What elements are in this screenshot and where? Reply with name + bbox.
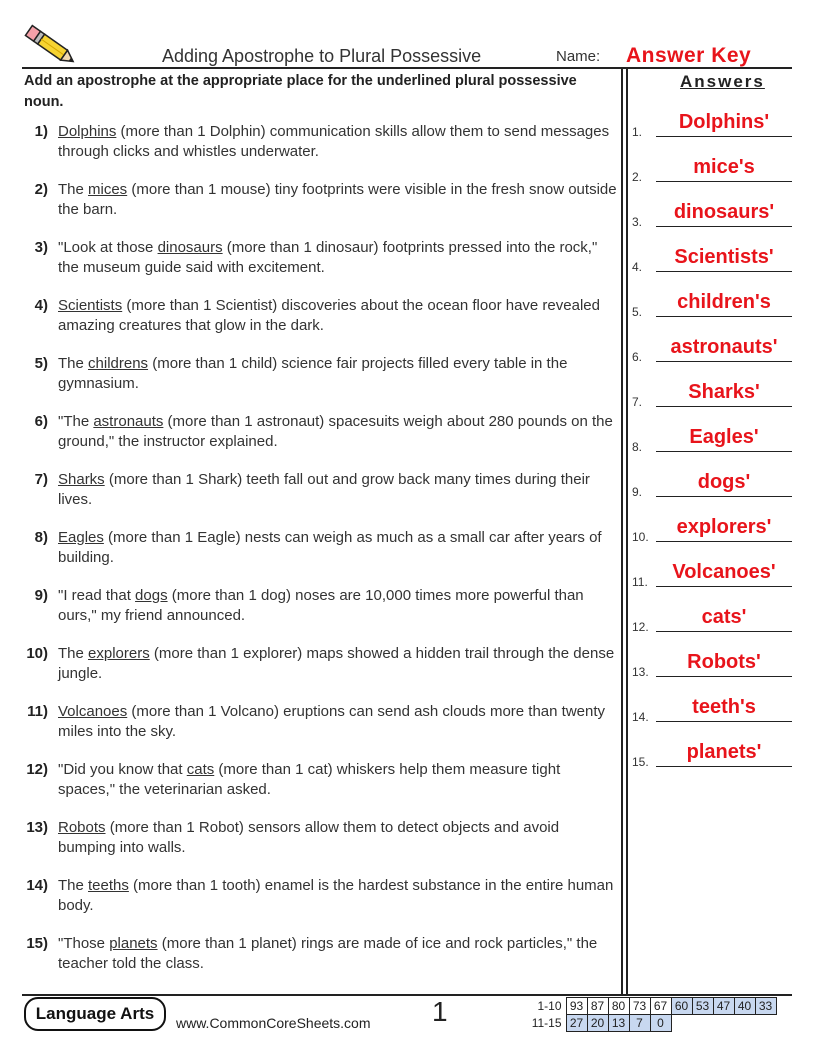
question-item (24, 354, 620, 393)
column-divider (626, 69, 628, 994)
question-text: (more than 1 explorer) maps showed a hidden trail through the dense jungle. (58, 645, 615, 682)
question-number: 5) (34, 355, 48, 372)
question-text: (more than 1 Robot) sensors allow them to detect objects and avoid bumping into walls. (58, 819, 560, 856)
answer-line (656, 316, 792, 317)
page-number: 1 (432, 996, 448, 1027)
question-text: (more than 1 Dolphin) communication skills allow them to send messages through clicks and whistles underwater. (58, 123, 610, 160)
answer-number: 9. (632, 485, 643, 499)
question-number: 6) (34, 413, 48, 430)
score-cell: 33 (755, 998, 776, 1015)
question-text: (more than 1 dog) noses are 10,000 times more powerful than ours," my friend announced. (58, 587, 584, 624)
answer-text: children's (677, 291, 771, 313)
answer-line (656, 136, 792, 137)
score-row-label: 1-10 (537, 999, 562, 1013)
pencil-icon (22, 24, 80, 68)
subject-badge: Language Arts (24, 997, 166, 1031)
answer-line (656, 766, 792, 767)
underlined-noun: astronauts (93, 413, 164, 430)
underlined-noun: planets (109, 935, 158, 952)
answer-item (632, 154, 796, 184)
question-text: "Did you know that (58, 761, 187, 778)
answer-number: 14. (632, 710, 649, 724)
score-cell: 60 (671, 998, 692, 1015)
answer-item (632, 514, 796, 544)
answer-text: dogs' (697, 471, 751, 493)
question-item (24, 470, 620, 509)
answer-item (632, 559, 796, 589)
header-divider (22, 67, 792, 69)
answer-item (632, 334, 796, 364)
score-cell: 27 (566, 1015, 587, 1032)
answer-text: dinosaurs' (673, 201, 775, 223)
answer-number: 13. (632, 665, 649, 679)
answer-line (656, 271, 792, 272)
question-item (24, 760, 620, 799)
worksheet-title: Adding Apostrophe to Plural Possessive (162, 46, 482, 66)
score-cell: 40 (734, 998, 755, 1015)
question-number: 7) (34, 471, 48, 488)
question-text: (more than 1 Volcano) eruptions can send ash clouds more than twenty miles into the sky. (58, 703, 606, 740)
answer-item (632, 649, 796, 679)
answer-text: cats' (701, 606, 747, 628)
question-text: (more than 1 Scientist) discoveries about the ocean floor have revealed amazing creatures that glow in the dark. (58, 297, 600, 334)
question-number: 12) (26, 761, 48, 778)
underlined-noun: childrens (88, 355, 149, 372)
score-cell: 47 (713, 998, 734, 1015)
answer-item (632, 289, 796, 319)
underlined-noun: teeths (88, 877, 129, 894)
question-text: "Look at those (58, 239, 158, 256)
question-number: 13) (26, 819, 48, 836)
answer-text: explorers' (676, 516, 772, 538)
underlined-noun: cats (186, 761, 215, 778)
score-row-label: 11-15 (531, 1016, 562, 1030)
question-item (24, 586, 620, 625)
question-text: (more than 1 mouse) tiny footprints were visible in the fresh snow outside the barn. (58, 181, 617, 218)
answer-number: 2. (632, 170, 643, 184)
question-text: The (58, 645, 89, 662)
question-number: 9) (34, 587, 48, 604)
answer-line (656, 361, 792, 362)
answer-line (656, 451, 792, 452)
underlined-noun: dinosaurs (157, 239, 223, 256)
question-item (24, 934, 620, 973)
answer-item (632, 199, 796, 229)
website-link[interactable]: www.CommonCoreSheets.com (176, 1015, 371, 1031)
answer-line (656, 676, 792, 677)
answer-line (656, 406, 792, 407)
answer-line (656, 721, 792, 722)
answer-text: planets' (686, 741, 762, 763)
answer-number: 10. (632, 530, 649, 544)
score-cell: 20 (587, 1015, 608, 1032)
question-number: 2) (34, 181, 48, 198)
answer-key-label: Answer Key (626, 44, 752, 67)
underlined-noun: explorers (88, 645, 150, 662)
question-item (24, 180, 620, 219)
answer-text: Volcanoes' (672, 561, 776, 583)
answer-number: 15. (632, 755, 649, 769)
question-item (24, 296, 620, 335)
answer-text: Dolphins' (678, 111, 770, 133)
score-cell: 93 (566, 998, 587, 1015)
question-number: 15) (26, 935, 48, 952)
question-item (24, 528, 620, 567)
score-cell: 87 (587, 998, 608, 1015)
answer-line (656, 631, 792, 632)
question-number: 14) (26, 877, 48, 894)
score-row (526, 1015, 776, 1032)
answer-text: Robots' (687, 651, 761, 673)
score-cell: 7 (629, 1015, 650, 1032)
answer-number: 1. (632, 125, 643, 139)
answer-item (632, 244, 796, 274)
answer-line (656, 226, 792, 227)
question-number: 4) (34, 297, 48, 314)
answer-item (632, 424, 796, 454)
answer-line (656, 541, 792, 542)
score-table (526, 997, 777, 1032)
question-text: (more than 1 Shark) teeth fall out and grow back many times during their lives. (58, 471, 590, 508)
answer-item (632, 604, 796, 634)
answer-text: Eagles' (689, 426, 759, 448)
question-text: The (58, 181, 89, 198)
score-cell: 80 (608, 998, 629, 1015)
question-item (24, 702, 620, 741)
question-number: 8) (34, 529, 48, 546)
name-label: Name: (556, 48, 601, 65)
question-text: (more than 1 dinosaur) footprints pressed into the rock," the museum guide said with excitement. (58, 239, 598, 276)
footer-divider (22, 994, 792, 996)
column-divider (621, 69, 623, 994)
instructions: Add an apostrophe at the appropriate place for the underlined plural possessive noun. (24, 73, 577, 110)
question-text: "The (58, 413, 94, 430)
underlined-noun: Scientists (58, 297, 123, 314)
answer-item (632, 694, 796, 724)
answer-number: 5. (632, 305, 643, 319)
answer-text: Scientists' (674, 246, 774, 268)
answer-line (656, 181, 792, 182)
question-item (24, 818, 620, 857)
answer-text: astronauts' (670, 336, 778, 358)
underlined-noun: Eagles (58, 529, 104, 546)
score-cell: 53 (692, 998, 713, 1015)
answer-number: 3. (632, 215, 643, 229)
question-text: (more than 1 cat) whiskers help them measure tight spaces," the veterinarian asked. (58, 761, 561, 798)
underlined-noun: dogs (135, 587, 168, 604)
answer-item (632, 739, 796, 769)
answer-number: 4. (632, 260, 643, 274)
answer-number: 6. (632, 350, 643, 364)
question-number: 1) (34, 123, 48, 140)
answer-item (632, 469, 796, 499)
question-item (24, 876, 620, 915)
question-text: The (58, 355, 89, 372)
question-item (24, 412, 620, 451)
answer-text: mice's (693, 156, 755, 178)
question-text: (more than 1 tooth) enamel is the hardest substance in the entire human body. (58, 877, 614, 914)
answer-number: 8. (632, 440, 643, 454)
underlined-noun: mices (88, 181, 128, 198)
question-number: 10) (26, 645, 48, 662)
question-text: (more than 1 child) science fair projects filled every table in the gymnasium. (58, 355, 568, 392)
answer-number: 7. (632, 395, 643, 409)
question-text: The (58, 877, 89, 894)
answer-line (656, 586, 792, 587)
score-cell: 67 (650, 998, 671, 1015)
underlined-noun: Robots (58, 819, 106, 836)
question-text: (more than 1 astronaut) spacesuits weigh about 280 pounds on the ground," the instructor explained. (58, 413, 613, 450)
answer-item (632, 109, 796, 139)
question-number: 3) (34, 239, 48, 256)
score-row (526, 998, 776, 1015)
underlined-noun: Dolphins (58, 123, 117, 140)
answer-number: 11. (632, 575, 648, 589)
question-text: "I read that (58, 587, 136, 604)
question-item (24, 644, 620, 683)
underlined-noun: Volcanoes (58, 703, 128, 720)
question-item (24, 122, 620, 161)
question-text: "Those (58, 935, 110, 952)
answer-text: Sharks' (688, 381, 760, 403)
score-cell: 13 (608, 1015, 629, 1032)
answer-text: teeth's (692, 696, 756, 718)
answer-number: 12. (632, 620, 649, 634)
question-text: (more than 1 planet) rings are made of ice and rock particles," the teacher told the class. (58, 935, 598, 972)
answer-item (632, 379, 796, 409)
question-text: (more than 1 Eagle) nests can weigh as much as a small car after years of building. (58, 529, 602, 566)
score-cell: 73 (629, 998, 650, 1015)
score-cell: 0 (650, 1015, 671, 1032)
question-number: 11) (27, 703, 48, 720)
question-item (24, 238, 620, 277)
answers-heading: Answers (680, 72, 765, 91)
answer-line (656, 496, 792, 497)
underlined-noun: Sharks (58, 471, 105, 488)
